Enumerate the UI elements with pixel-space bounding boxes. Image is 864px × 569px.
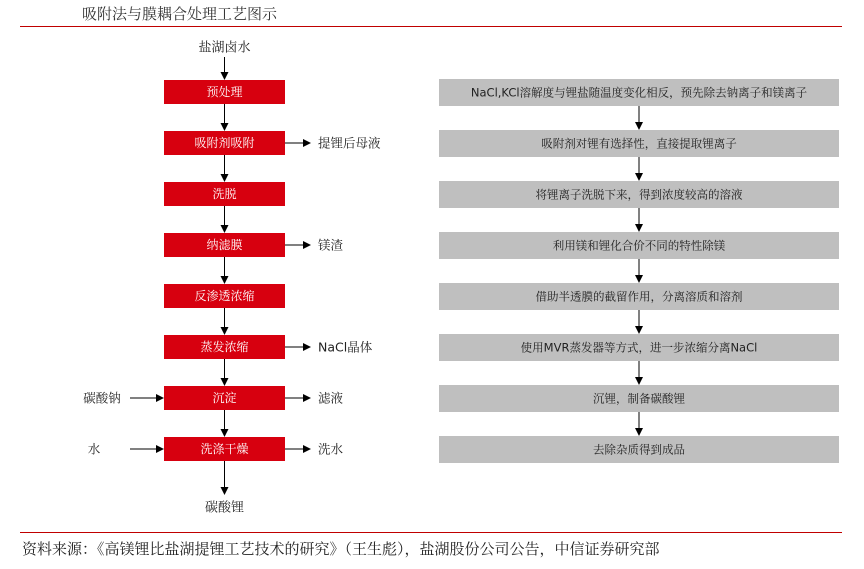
- side-output-label: NaCl晶体: [318, 339, 373, 355]
- input-label: 盐湖卤水: [198, 40, 251, 56]
- side-input-label: 碳酸钠: [83, 390, 121, 406]
- description-label: 利用镁和锂化合价不同的特性除镁: [552, 238, 726, 253]
- description-label: 借助半透膜的截留作用，分离溶质和溶剂: [535, 289, 743, 304]
- step-label: 洗脱: [212, 187, 237, 201]
- description-label: NaCl,KCl溶解度与锂盐随温度变化相反，预先除去钠离子和镁离子: [470, 85, 808, 100]
- step-label: 蒸发浓缩: [200, 340, 249, 354]
- step-label: 沉淀: [212, 391, 237, 405]
- description-label: 沉锂，制备碳酸锂: [593, 391, 685, 406]
- step-label: 反渗透浓缩: [194, 289, 255, 303]
- step-label: 洗涤干燥: [200, 442, 249, 456]
- side-output-label: 镁渣: [318, 237, 344, 253]
- page-title: 吸附法与膜耦合处理工艺图示: [82, 5, 278, 23]
- description-label: 去除杂质得到成品: [593, 442, 685, 457]
- description-label: 将锂离子洗脱下来，得到浓度较高的溶液: [535, 187, 743, 202]
- step-label: 预处理: [206, 85, 243, 99]
- step-label: 吸附剂吸附: [194, 136, 255, 150]
- output-label: 碳酸锂: [204, 500, 245, 516]
- description-label: 吸附剂对锂有选择性，直接提取锂离子: [541, 136, 737, 151]
- side-output-label: 洗水: [318, 441, 344, 457]
- side-input-label: 水: [87, 441, 101, 457]
- source-note: 资料来源：《高镁锂比盐湖提锂工艺技术的研究》（王生彪），盐湖股份公司公告，中信证券研究部: [22, 540, 660, 558]
- step-label: 纳滤膜: [206, 238, 243, 252]
- side-output-label: 滤液: [318, 390, 344, 406]
- source-rule: [20, 532, 842, 533]
- side-output-label: 提锂后母液: [318, 135, 381, 151]
- description-label: 使用MVR蒸发器等方式，进一步浓缩分离NaCl: [520, 340, 758, 355]
